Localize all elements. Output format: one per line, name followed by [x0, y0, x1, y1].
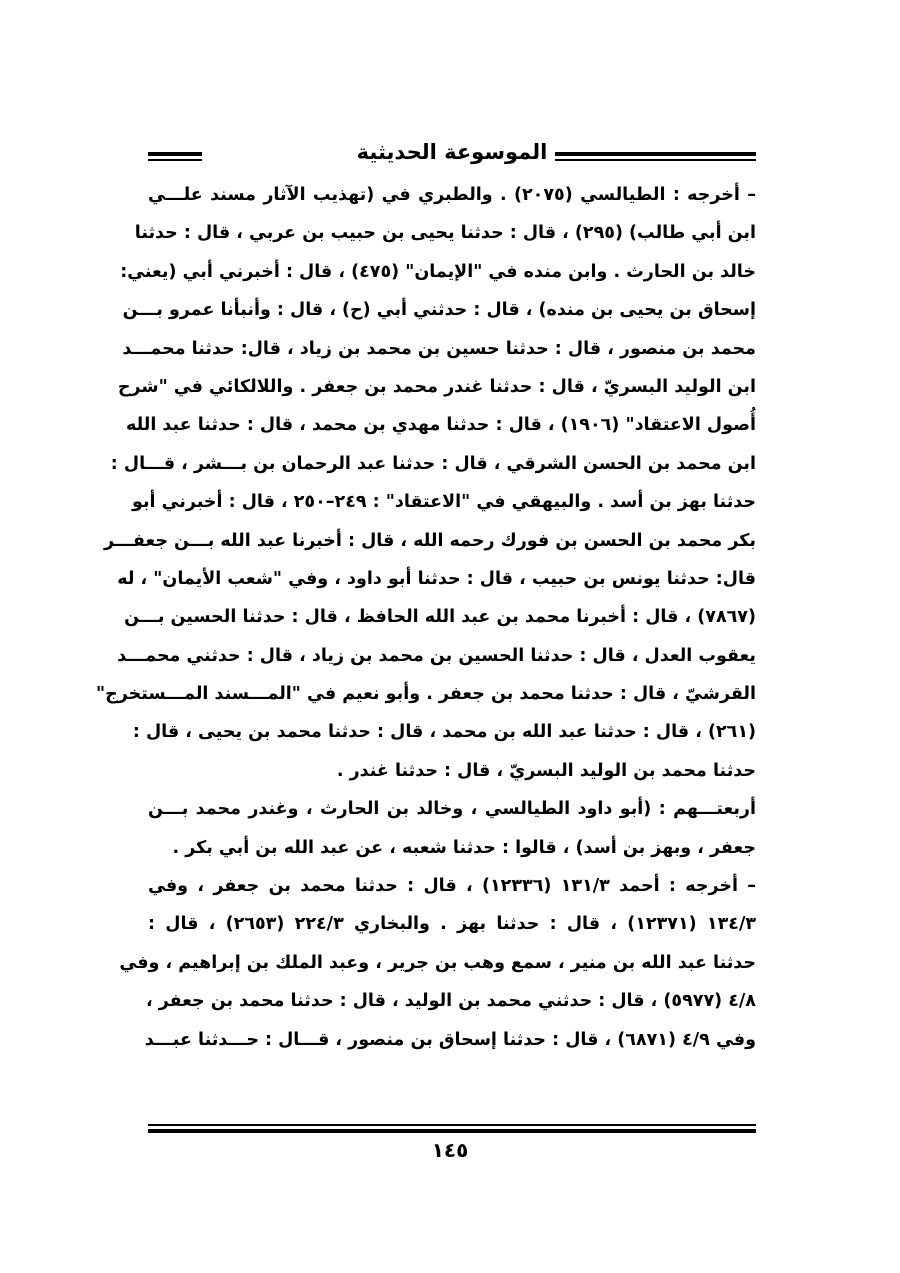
page-header: [148, 138, 756, 174]
text-line: محمد بن منصور ، قال : حدثنا حسين بن محمد بن زياد ، قال: حدثنا محمـــد: [122, 338, 756, 359]
header-title: الموسوعة الحديثية: [349, 140, 556, 164]
text-line: ابن الوليد البسريّ ، قال : حدثنا غندر محمد بن جعفر . واللالكائي في "شرح: [117, 376, 756, 397]
text-line: (٢٦١) ، قال : حدثنا عبد الله بن محمد ، قال : حدثنا محمد بن يحيى ، قال :: [132, 722, 756, 743]
page-number: ١٤٥: [431, 1138, 469, 1162]
text-line: وفي ٤/٩ (٦٨٧١) ، قال : حدثنا إسحاق بن منصور ، قـــال : حـــدثنا عبـــد: [144, 1029, 756, 1050]
text-line: أُصول الاعتقاد" (١٩٠٦) ، قال : حدثنا مهدي بن محمد ، قال : حدثنا عبد الله: [126, 415, 756, 436]
text-line: حدثنا بهز بن أسد . والبيهقي في "الاعتقاد" : ٢٤٩–٢٥٠ ، قال : أخبرني أبو: [131, 492, 756, 513]
text-line: – أخرجه : أحمد ١٣١/٣ (١٢٣٣٦) ، قال : حدثنا محمد بن جعفر ، وفي: [148, 876, 757, 897]
text-line: ابن محمد بن الحسن الشرقي ، قال : حدثنا عبد الرحمان بن بـــشر ، قـــال :: [110, 453, 756, 474]
text-line: – أخرجه : الطيالسي (٢٠٧٥) . والطبري في (تهذيب الآثار مسند علـــي: [148, 185, 756, 205]
text-line: (٧٨٦٧) ، قال : أخبرنا محمد بن عبد الله الحافظ ، قال : حدثنا الحسين بـــن: [124, 607, 756, 628]
text-line: إسحاق بن يحيى بن منده) ، قال : حدثني أبي (ح) ، قال : وأنبأنا عمرو بـــن: [122, 300, 756, 321]
text-line: ٤/٨ (٥٩٧٧) ، قال : حدثني محمد بن الوليد ، قال : حدثنا محمد بن جعفر ،: [145, 991, 756, 1012]
text-line: يعقوب العدل ، قال : حدثنا الحسين بن محمد بن زياد ، قال : حدثني محمـــد: [117, 645, 756, 666]
footer-rule: [148, 1124, 756, 1133]
text-line: حدثنا محمد بن الوليد البسريّ ، قال : حدثنا غندر .: [336, 760, 756, 781]
text-line: ابن أبي طالب) (٢٩٥) ، قال : حدثنا يحيى بن حبيب بن عربي ، قال : حدثنا: [134, 223, 756, 244]
text-line: بكر محمد بن الحسن بن فورك رحمه الله ، قال : أخبرنا عبد الله بـــن جعفـــر: [104, 530, 756, 551]
text-line: ١٣٤/٣ (١٢٣٧١) ، قال : حدثنا بهز . والبخاري ٢٢٤/٣ (٢٦٥٣) ، قال :: [148, 914, 757, 935]
text-line: خالد بن الحارث . وابن منده في "الإيمان" (٤٧٥) ، قال : أخبرني أبي (يعني:: [120, 261, 756, 282]
text-line: حدثنا عبد الله بن منير ، سمع وهب بن جرير ، وعبد الملك بن إبراهيم ، وفي: [119, 952, 756, 973]
text-line: جعفر ، وبهز بن أسد) ، قالوا : حدثنا شعبه ، عن عبد الله بن أبي بكر .: [172, 837, 756, 858]
text-line: قال: حدثنا يونس بن حبيب ، قال : حدثنا أبو داود ، وفي "شعب الأيمان" ، له: [117, 568, 756, 589]
body-text: [95, 176, 757, 1059]
text-line: أربعتـــهم : (أبو داود الطيالسي ، وخالد بن الحارث ، وغندر محمد بـــن: [148, 799, 756, 820]
text-line: القرشيّ ، قال : حدثنا محمد بن جعفر . وأبو نعيم في "المـــسند المـــستخرج": [95, 684, 756, 705]
